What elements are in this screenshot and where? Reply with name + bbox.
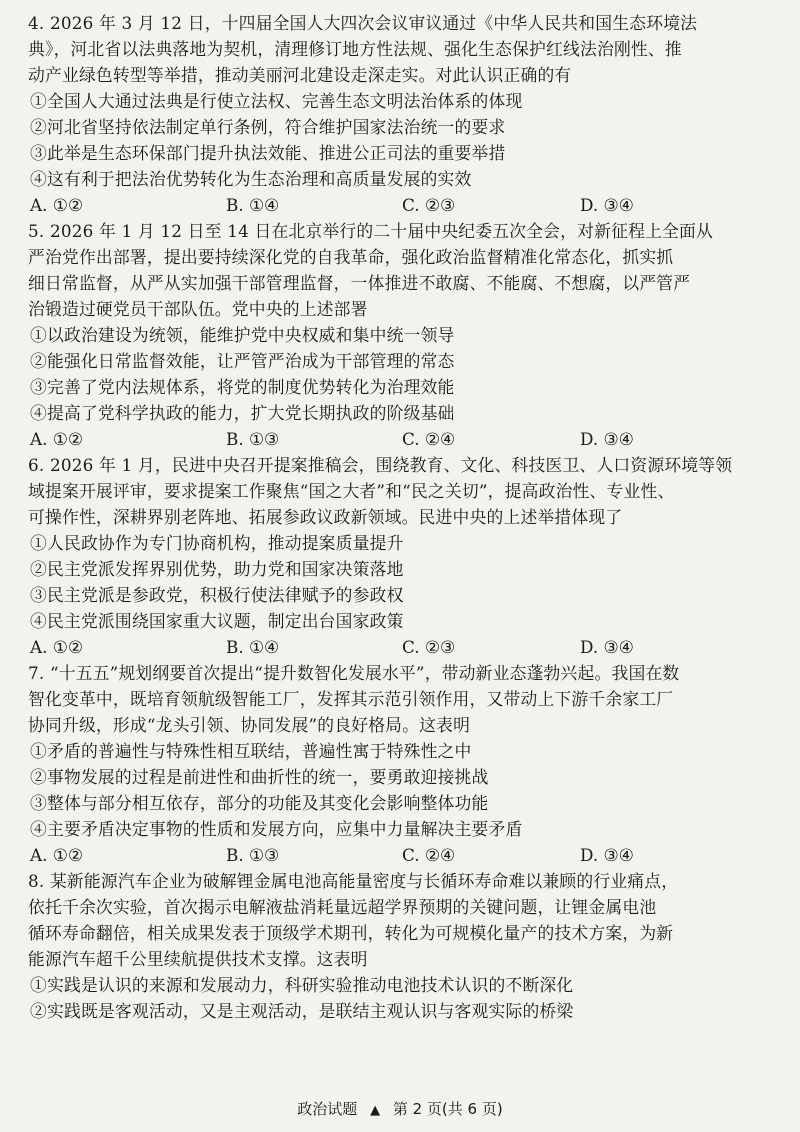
- question-stem-line: 动产业绿色转型等举措，推动美丽河北建设走深走实。对此认识正确的有: [28, 65, 572, 85]
- question-7: [28, 660, 780, 868]
- statement-option: ②实践既是客观活动，又是主观活动，是联结主观认识与客观实际的桥梁: [30, 1001, 574, 1021]
- answer-choice[interactable]: A. ①②: [30, 637, 83, 657]
- answer-choices: [28, 842, 780, 868]
- statement-option: ②能强化日常监督效能，让严管严治成为干部管理的常态: [30, 351, 455, 371]
- question-8: [28, 868, 780, 1024]
- question-5: [28, 218, 780, 452]
- answer-choice[interactable]: A. ①②: [30, 429, 83, 449]
- question-4: [28, 10, 780, 218]
- answer-choice[interactable]: A. ①②: [30, 195, 83, 215]
- question-stem-line: 细日常监督，从严从实加强干部管理监督，一体推进不敢腐、不能腐、不想腐，以严管严: [28, 273, 691, 293]
- question-stem-line: 智化变革中，既培育领航级智能工厂，发挥其示范引领作用，又带动上下游千余家工厂: [28, 689, 674, 709]
- question-stem-line: 能源汽车超千公里续航提供技术支撑。这表明: [28, 949, 368, 969]
- statement-option: ④这有利于把法治优势转化为生态治理和高质量发展的实效: [30, 169, 472, 189]
- answer-choice[interactable]: B. ①③: [226, 845, 280, 865]
- statement-option: ④主要矛盾决定事物的性质和发展方向，应集中力量解决主要矛盾: [30, 819, 523, 839]
- statement-option: ①人民政协作为专门协商机构，推动提案质量提升: [30, 533, 404, 553]
- statement-option: ③完善了党内法规体系，将党的制度优势转化为治理效能: [30, 377, 455, 397]
- question-stem-line: 8. 某新能源汽车企业为破解锂金属电池高能量密度与长循环寿命难以兼顾的行业痛点，: [28, 871, 679, 891]
- statement-option: ②民主党派发挥界别优势，助力党和国家决策落地: [30, 559, 404, 579]
- question-stem-line: 严治党作出部署，提出要持续深化党的自我革命，强化政治监督精准化常态化，抓实抓: [28, 247, 674, 267]
- question-stem-line: 可操作性，深耕界别老阵地、拓展参政议政新领域。民进中央的上述举措体现了: [28, 507, 623, 527]
- answer-choice[interactable]: D. ③④: [580, 195, 634, 215]
- statement-option: ③民主党派是参政党，积极行使法律赋予的参政权: [30, 585, 404, 605]
- statement-option: ③此举是生态环保部门提升执法效能、推进公正司法的重要举措: [30, 143, 506, 163]
- footer-subject: 政治试题: [297, 1100, 358, 1118]
- answer-choices: [28, 426, 780, 452]
- statement-option: ①以政治建设为统领，能维护党中央权威和集中统一领导: [30, 325, 455, 345]
- statement-option: ④民主党派围绕国家重大议题，制定出台国家政策: [30, 611, 404, 631]
- statement-option: ④提高了党科学执政的能力，扩大党长期执政的阶级基础: [30, 403, 455, 423]
- answer-choice[interactable]: B. ①④: [226, 195, 280, 215]
- answer-choice[interactable]: C. ②③: [402, 195, 455, 215]
- question-stem-line: 治锻造过硬党员干部队伍。党中央的上述部署: [28, 299, 368, 319]
- question-stem-line: 域提案开展评审，要求提案工作聚焦“国之大者”和“民之关切”，提高政治性、专业性、: [28, 481, 675, 501]
- answer-choice[interactable]: C. ②④: [402, 429, 455, 449]
- statement-option: ②河北省坚持依法制定单行条例，符合维护国家法治统一的要求: [30, 117, 506, 137]
- answer-choice[interactable]: D. ③④: [580, 637, 634, 657]
- answer-choice[interactable]: A. ①②: [30, 845, 83, 865]
- question-stem-line: 7. “十五五”规划纲要首次提出“提升数智化发展水平”，带动新业态蓬勃兴起。我国在数: [28, 663, 680, 683]
- question-stem-line: 典》，河北省以法典落地为契机，清理修订地方性法规、强化生态保护红线法治刚性、推: [28, 39, 682, 59]
- exam-page: [28, 10, 780, 1024]
- answer-choices: [28, 192, 780, 218]
- statement-option: ①矛盾的普遍性与特殊性相互联结，普遍性寓于特殊性之中: [30, 741, 472, 761]
- question-stem-line: 依托千余次实验，首次揭示电解液盐消耗量远超学界预期的关键问题，让锂金属电池: [28, 897, 657, 917]
- answer-choice[interactable]: D. ③④: [580, 845, 634, 865]
- answer-choice[interactable]: C. ②④: [402, 845, 455, 865]
- question-stem-line: 4. 2026 年 3 月 12 日，十四届全国人大四次会议审议通过《中华人民共和国生态环境法: [28, 13, 698, 33]
- statement-option: ③整体与部分相互依存，部分的功能及其变化会影响整体功能: [30, 793, 489, 813]
- answer-choices: [28, 634, 780, 660]
- question-stem-line: 循环寿命翻倍，相关成果发表于顶级学术期刊，转化为可规模化量产的技术方案，为新: [28, 923, 674, 943]
- answer-choice[interactable]: B. ①③: [226, 429, 280, 449]
- triangle-icon: ▲: [370, 1103, 381, 1118]
- footer-page-number: 第 2 页(共 6 页): [392, 1100, 503, 1118]
- question-stem-line: 6. 2026 年 1 月，民进中央召开提案推稿会，围绕教育、文化、科技医卫、人口资源环境等领: [28, 455, 733, 475]
- page-footer: [0, 1097, 800, 1123]
- answer-choice[interactable]: D. ③④: [580, 429, 634, 449]
- statement-option: ①实践是认识的来源和发展动力，科研实验推动电池技术认识的不断深化: [30, 975, 574, 995]
- statement-option: ②事物发展的过程是前进性和曲折性的统一，要勇敢迎接挑战: [30, 767, 489, 787]
- question-stem-line: 协同升级，形成“龙头引领、协同发展”的良好格局。这表明: [28, 715, 471, 735]
- answer-choice[interactable]: B. ①④: [226, 637, 280, 657]
- question-stem-line: 5. 2026 年 1 月 12 日至 14 日在北京举行的二十届中央纪委五次全会，对新征程上全面从: [28, 221, 713, 241]
- statement-option: ①全国人大通过法典是行使立法权、完善生态文明法治体系的体现: [30, 91, 523, 111]
- question-6: [28, 452, 780, 660]
- answer-choice[interactable]: C. ②③: [402, 637, 455, 657]
